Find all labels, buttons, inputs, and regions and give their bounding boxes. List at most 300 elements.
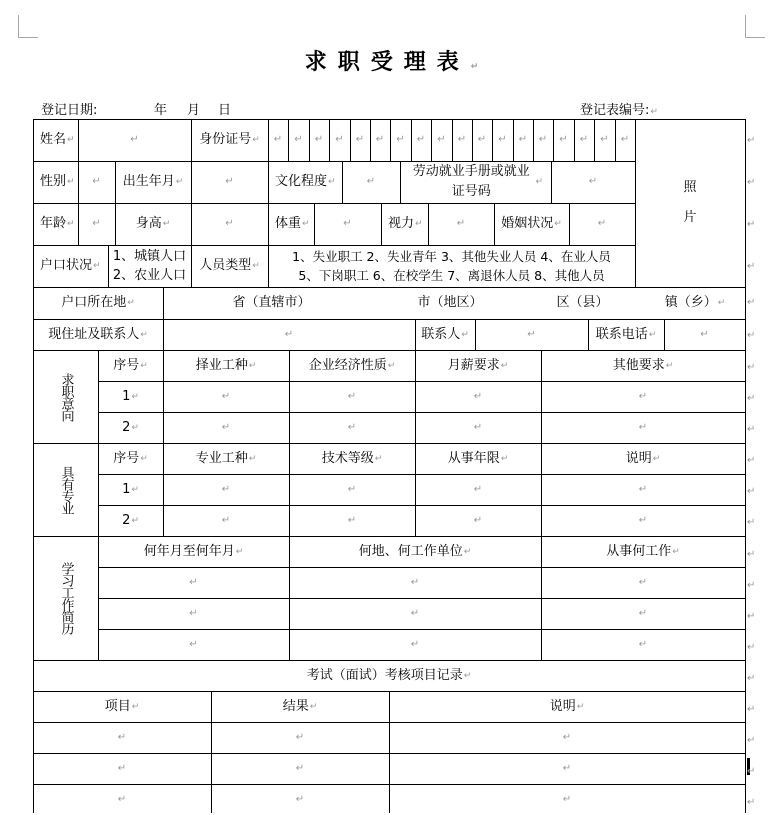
hukou-location-label-text: 户口所在地 — [61, 295, 127, 310]
job-intent-section-label — [33, 350, 98, 443]
job-intent-row-number-text: 2 — [122, 419, 131, 435]
row-end-mark-icon: ↵ — [747, 135, 756, 146]
paragraph-mark-icon: ↵ — [473, 514, 483, 526]
row-end-mark-icon: ↵ — [747, 580, 756, 591]
paragraph-mark-icon: ↵ — [131, 484, 139, 495]
marital-label — [494, 203, 569, 245]
person-type-label — [191, 245, 268, 287]
id-digit-input[interactable] — [309, 119, 329, 161]
paragraph-mark-icon: ↵ — [559, 134, 568, 145]
paragraph-mark-icon: ↵ — [189, 576, 198, 588]
resume-row-input[interactable] — [541, 598, 745, 629]
age-label — [33, 203, 78, 245]
resume-header — [541, 536, 745, 567]
row-end-mark-icon: ↵ — [747, 704, 756, 715]
skills-header-text: 从事年限 — [447, 450, 500, 466]
row-end-mark-icon: ↵ — [747, 424, 756, 435]
town-field[interactable] — [645, 287, 745, 319]
contact-phone-input[interactable] — [664, 319, 745, 350]
job-intent-row-input[interactable] — [415, 381, 541, 412]
paragraph-mark-icon: ↵ — [638, 638, 648, 650]
paragraph-mark-icon: ↵ — [463, 546, 472, 557]
paragraph-mark-icon: ↵ — [225, 218, 234, 229]
paragraph-mark-icon: ↵ — [473, 390, 483, 402]
paragraph-mark-icon: ↵ — [162, 219, 171, 229]
date-year-unit: 年 — [154, 103, 168, 118]
paragraph-mark-icon: ↵ — [335, 134, 344, 145]
paragraph-mark-icon: ↵ — [535, 177, 543, 187]
hukou-option[interactable]: 1、城镇人口 — [112, 249, 187, 264]
id-digit-input[interactable] — [553, 119, 574, 161]
paragraph-mark-icon: ↵ — [473, 483, 483, 495]
paragraph-mark-icon: ↵ — [410, 576, 420, 588]
photo-box[interactable] — [635, 119, 745, 287]
registration-date-label: 登记日期: — [41, 103, 98, 118]
paragraph-mark-icon: ↵ — [284, 328, 294, 340]
gender-label — [33, 161, 78, 203]
skills-row-input[interactable] — [289, 474, 415, 505]
paragraph-mark-icon: ↵ — [437, 134, 446, 145]
row-end-mark-icon: ↵ — [747, 393, 756, 404]
exam-record-header — [211, 691, 389, 722]
skills-row-input[interactable] — [289, 505, 415, 536]
document-title: 求职受理表↵ — [304, 50, 479, 75]
paragraph-mark-icon: ↵ — [221, 390, 231, 402]
exam-record-row-input[interactable] — [33, 784, 211, 815]
id-digit-input[interactable] — [288, 119, 309, 161]
job-intent-header — [415, 350, 541, 381]
paragraph-mark-icon: ↵ — [273, 134, 283, 145]
exam-record-row-input[interactable] — [211, 753, 389, 784]
page-corner-top-left-h — [18, 37, 38, 38]
person-type-options[interactable] — [268, 245, 635, 287]
paragraph-mark-icon: ↵ — [252, 261, 260, 271]
exam-record-title — [33, 660, 745, 691]
id-digit-input[interactable] — [390, 119, 411, 161]
paragraph-mark-icon: ↵ — [355, 134, 365, 145]
paragraph-mark-icon: ↵ — [562, 731, 572, 743]
resume-row-input[interactable] — [541, 629, 745, 660]
skills-row-number-text: 1 — [122, 481, 131, 497]
vision-label-text: 视力 — [388, 216, 415, 231]
person-type-option-line[interactable]: 5、下岗职工 6、在校学生 7、离退休人员 8、其他人员 — [298, 268, 605, 283]
paragraph-mark-icon: ↵ — [248, 453, 257, 464]
weight-label — [268, 203, 314, 245]
paragraph-mark-icon: ↵ — [498, 134, 507, 145]
province-field[interactable] — [163, 287, 380, 319]
employment-cert-input[interactable] — [551, 161, 635, 203]
skills-row-input[interactable] — [541, 474, 745, 505]
row-end-mark-icon: ↵ — [747, 797, 756, 808]
job-intent-header-text: 择业工种 — [195, 357, 248, 373]
paragraph-mark-icon: ↵ — [328, 177, 336, 187]
id-number-label-text: 身份证号 — [199, 132, 252, 147]
row-end-mark-icon: ↵ — [747, 766, 756, 777]
paragraph-mark-icon: ↵ — [518, 134, 528, 145]
resume-header-text: 何年月至何年月 — [143, 543, 235, 559]
id-digit-input[interactable] — [594, 119, 615, 161]
id-digit-input[interactable] — [452, 119, 472, 161]
skills-row-input[interactable] — [163, 474, 289, 505]
resume-row-input[interactable] — [541, 567, 745, 598]
paragraph-mark-icon: ↵ — [366, 176, 376, 187]
job-intent-header — [163, 350, 289, 381]
exam-record-row-input[interactable] — [211, 722, 389, 753]
city-field[interactable] — [380, 287, 520, 319]
resume-row-input[interactable] — [98, 567, 289, 598]
paragraph-mark-icon: ↵ — [67, 219, 75, 229]
paragraph-mark-icon: ↵ — [665, 360, 674, 371]
paragraph-mark-icon: ↵ — [600, 134, 609, 145]
paragraph-mark-icon: ↵ — [638, 576, 648, 588]
paragraph-mark-icon: ↵ — [343, 218, 352, 229]
marital-label-text: 婚姻状况 — [501, 216, 554, 231]
paragraph-mark-icon: ↵ — [302, 219, 310, 229]
education-input[interactable] — [342, 161, 400, 203]
current-address-input[interactable] — [163, 319, 415, 350]
paragraph-mark-icon: ↵ — [117, 731, 127, 743]
row-end-mark-icon: ↵ — [747, 517, 756, 528]
job-intent-row-input[interactable] — [289, 412, 415, 443]
paragraph-mark-icon: ↵ — [295, 793, 305, 805]
paragraph-mark-icon: ↵ — [456, 218, 466, 229]
birth-label-text: 出生年月 — [122, 174, 175, 189]
name-label — [33, 119, 78, 161]
paragraph-mark-icon: ↵ — [221, 421, 231, 433]
resume-header-text: 何地、何工作单位 — [358, 543, 463, 559]
skills-header-text: 说明 — [625, 450, 652, 466]
paragraph-mark-icon: ↵ — [672, 546, 680, 557]
skills-row-input[interactable] — [415, 505, 541, 536]
name-label-text: 姓名 — [40, 132, 67, 147]
job-intent-row-input[interactable] — [541, 381, 745, 412]
page-corner-top-right-h — [745, 37, 765, 38]
job-intent-row-number — [98, 412, 163, 443]
exam-record-title-text: 考试（面试）考核项目记录 — [306, 667, 463, 683]
skills-header — [163, 443, 289, 474]
paragraph-mark-icon: ↵ — [500, 453, 509, 464]
exam-record-row-input[interactable] — [389, 753, 745, 784]
row-end-mark-icon: ↵ — [747, 486, 756, 497]
paragraph-mark-icon: ↵ — [638, 483, 648, 495]
province-field-text: 省（直辖市） — [232, 295, 311, 310]
skills-row-number — [98, 474, 163, 505]
paragraph-mark-icon: ↵ — [248, 360, 257, 371]
exam-record-row-input[interactable] — [389, 784, 745, 815]
paragraph-mark-icon: ↵ — [130, 134, 139, 145]
paragraph-mark-icon: ↵ — [576, 701, 585, 712]
row-end-mark-icon: ↵ — [747, 177, 756, 188]
resume-row-input[interactable] — [289, 567, 541, 598]
birth-input[interactable] — [191, 161, 268, 203]
id-digit-input[interactable] — [574, 119, 594, 161]
id-digit-input[interactable] — [492, 119, 513, 161]
weight-label-text: 体重 — [275, 216, 302, 231]
id-digit-input[interactable] — [513, 119, 533, 161]
row-end-mark-icon: ↵ — [747, 330, 756, 341]
resume-row-input[interactable] — [98, 598, 289, 629]
paragraph-mark-icon: ↵ — [410, 607, 420, 619]
skills-header — [541, 443, 745, 474]
district-field[interactable] — [520, 287, 645, 319]
paragraph-mark-icon: ↵ — [347, 390, 357, 402]
id-digit-input[interactable] — [268, 119, 288, 161]
education-label-text: 文化程度 — [275, 174, 328, 189]
paragraph-mark-icon: ↵ — [374, 453, 383, 464]
paragraph-mark-icon: ↵ — [252, 135, 260, 145]
height-label — [115, 203, 191, 245]
paragraph-mark-icon: ↵ — [638, 607, 648, 619]
exam-record-row-input[interactable] — [33, 753, 211, 784]
paragraph-mark-icon: ↵ — [415, 219, 423, 229]
skills-header-text: 专业工种 — [195, 450, 248, 466]
exam-record-header-text: 项目 — [104, 698, 131, 714]
height-input[interactable] — [191, 203, 268, 245]
row-end-mark-icon: ↵ — [747, 549, 756, 560]
contact-phone-label-text: 联系电话 — [595, 326, 648, 342]
resume-header-text: 从事何工作 — [606, 543, 672, 559]
paragraph-mark-icon: ↵ — [127, 298, 135, 308]
photo-label: 片 — [683, 210, 697, 225]
id-digit-input[interactable] — [533, 119, 553, 161]
paragraph-mark-icon: ↵ — [638, 514, 648, 526]
id-digit-input[interactable] — [329, 119, 350, 161]
id-digit-input[interactable] — [615, 119, 635, 161]
resume-header — [289, 536, 541, 567]
paragraph-mark-icon: ↵ — [463, 670, 472, 681]
paragraph-mark-icon: ↵ — [588, 176, 598, 187]
paragraph-mark-icon: ↵ — [189, 607, 198, 619]
id-digit-input[interactable] — [350, 119, 370, 161]
paragraph-mark-icon: ↵ — [140, 453, 148, 464]
skills-row-input[interactable] — [163, 505, 289, 536]
name-input[interactable] — [78, 119, 191, 161]
paragraph-mark-icon: ↵ — [225, 176, 234, 187]
paragraph-mark-icon: ↵ — [189, 638, 198, 650]
page-corner-top-right — [745, 15, 746, 37]
skills-header — [415, 443, 541, 474]
row-end-mark-icon: ↵ — [747, 642, 756, 653]
row-end-mark-icon: ↵ — [747, 611, 756, 622]
skills-row-number — [98, 505, 163, 536]
row-end-mark-icon: ↵ — [747, 219, 756, 230]
paragraph-mark-icon: ↵ — [221, 514, 231, 526]
town-field-text: 镇（乡） — [664, 295, 717, 310]
hukou-options[interactable] — [108, 245, 191, 287]
exam-record-header — [389, 691, 745, 722]
contact-phone-label — [588, 319, 664, 350]
paragraph-mark-icon: ↵ — [175, 177, 184, 187]
paragraph-mark-icon: ↵ — [131, 701, 140, 712]
row-end-mark-icon: ↵ — [747, 673, 756, 684]
paragraph-mark-icon: ↵ — [538, 134, 548, 145]
paragraph-mark-icon: ↵ — [700, 328, 709, 340]
paragraph-mark-icon: ↵ — [562, 793, 572, 805]
paragraph-mark-icon: ↵ — [527, 328, 536, 340]
paragraph-mark-icon: ↵ — [579, 134, 589, 145]
id-number-label — [191, 119, 268, 161]
hukou-option[interactable]: 2、农业人口 — [112, 268, 187, 283]
paragraph-mark-icon: ↵ — [294, 134, 303, 145]
paragraph-mark-icon: ↵ — [387, 360, 396, 371]
resume-section-text: 学习工作简历 — [58, 562, 74, 634]
city-field-text: 市（地区） — [417, 295, 483, 310]
exam-record-header — [33, 691, 211, 722]
paragraph-mark-icon: ↵ — [309, 701, 318, 712]
skills-header — [289, 443, 415, 474]
row-end-mark-icon: ↵ — [747, 297, 756, 308]
current-address-label-text: 现住址及联系人 — [48, 326, 140, 342]
resume-row-input[interactable] — [289, 629, 541, 660]
id-digit-input[interactable] — [370, 119, 390, 161]
job-intent-header-text: 其他要求 — [612, 357, 665, 373]
exam-record-row-input[interactable] — [389, 722, 745, 753]
skills-header-text: 技术等级 — [321, 450, 374, 466]
paragraph-mark-icon: ↵ — [117, 793, 127, 805]
weight-input[interactable] — [314, 203, 381, 245]
vision-input[interactable] — [428, 203, 494, 245]
contact-person-label — [415, 319, 475, 350]
paragraph-mark-icon: ↵ — [473, 421, 483, 433]
paragraph-mark-icon: ↵ — [500, 360, 509, 371]
current-address-label — [33, 319, 163, 350]
paragraph-mark-icon: ↵ — [117, 762, 127, 774]
job-intent-section-text: 求职意向 — [58, 372, 74, 421]
age-label-text: 年龄 — [40, 216, 67, 231]
job-intent-header-text: 序号 — [113, 357, 140, 373]
paragraph-mark-icon: ↵ — [461, 329, 469, 340]
person-type-option-line[interactable]: 1、失业职工 2、失业青年 3、其他失业人员 4、在业人员 — [292, 249, 611, 264]
row-end-mark-icon: ↵ — [747, 362, 756, 373]
row-end-mark-icon: ↵ — [747, 261, 756, 272]
person-type-label-text: 人员类型 — [199, 258, 252, 273]
form-number-label: 登记表编号:↵ — [580, 103, 658, 118]
job-intent-header — [541, 350, 745, 381]
paragraph-mark-icon: ↵ — [347, 483, 357, 495]
id-digit-input[interactable] — [411, 119, 431, 161]
hukou-location-label — [33, 287, 163, 319]
job-intent-row-input[interactable] — [163, 412, 289, 443]
contact-person-input[interactable] — [475, 319, 588, 350]
paragraph-mark-icon: ↵ — [620, 134, 630, 145]
page-corner-top-left — [18, 15, 19, 37]
paragraph-mark-icon: ↵ — [131, 391, 139, 402]
job-intent-header-text: 企业经济性质 — [308, 357, 387, 373]
job-intent-header-text: 月薪要求 — [447, 357, 500, 373]
job-intent-row-input[interactable] — [289, 381, 415, 412]
paragraph-mark-icon: ↵ — [477, 134, 487, 145]
paragraph-mark-icon: ↵ — [554, 219, 562, 229]
paragraph-mark-icon: ↵ — [93, 261, 101, 271]
row-end-mark-icon: ↵ — [747, 735, 756, 746]
birth-label — [115, 161, 191, 203]
job-intent-header — [289, 350, 415, 381]
paragraph-mark-icon: ↵ — [140, 329, 148, 340]
exam-record-header-text: 结果 — [282, 698, 309, 714]
age-input[interactable] — [78, 203, 115, 245]
id-digit-input[interactable] — [472, 119, 492, 161]
paragraph-mark-icon: ↵ — [92, 176, 101, 187]
hukou-status-label — [33, 245, 108, 287]
skills-section-label — [33, 443, 98, 536]
paragraph-mark-icon: ↵ — [295, 731, 305, 743]
exam-record-header-text: 说明 — [549, 698, 576, 714]
hukou-status-label-text: 户口状况 — [40, 258, 93, 273]
height-label-text: 身高 — [135, 216, 162, 231]
paragraph-mark-icon: ↵ — [221, 483, 231, 495]
resume-header — [98, 536, 289, 567]
paragraph-mark-icon: ↵ — [131, 422, 139, 433]
paragraph-mark-icon: ↵ — [347, 514, 357, 526]
photo-label: 照 — [683, 180, 697, 195]
vision-label — [381, 203, 428, 245]
paragraph-mark-icon: ↵ — [67, 135, 75, 145]
employment-cert-label — [400, 161, 551, 203]
paragraph-mark-icon: ↵ — [314, 134, 324, 145]
paragraph-mark-icon: ↵ — [457, 134, 467, 145]
date-month-unit: 月 — [187, 103, 201, 118]
skills-section-text: 具有专业 — [58, 465, 74, 514]
employment-cert-label-text: 劳动就业手册或就业证号码 — [412, 164, 530, 199]
paragraph-mark-icon: ↵ — [638, 390, 648, 402]
paragraph-mark-icon: ↵ — [140, 360, 148, 371]
paragraph-mark-icon: ↵ — [295, 762, 305, 774]
paragraph-mark-icon: ↵ — [416, 134, 426, 145]
skills-header — [98, 443, 163, 474]
paragraph-mark-icon: ↵ — [410, 638, 420, 650]
row-end-mark-icon: ↵ — [747, 455, 756, 466]
skills-header-text: 序号 — [113, 450, 140, 466]
paragraph-mark-icon: ↵ — [652, 453, 661, 464]
paragraph-mark-icon: ↵ — [67, 177, 75, 187]
paragraph-mark-icon: ↵ — [648, 329, 657, 340]
education-label — [268, 161, 342, 203]
paragraph-mark-icon: ↵ — [235, 546, 244, 557]
job-intent-row-input[interactable] — [415, 412, 541, 443]
paragraph-mark-icon: ↵ — [562, 762, 572, 774]
paragraph-mark-icon: ↵ — [347, 421, 357, 433]
paragraph-mark-icon: ↵ — [638, 421, 648, 433]
paragraph-mark-icon: ↵ — [597, 218, 607, 229]
resume-row-input[interactable] — [289, 598, 541, 629]
job-intent-row-number-text: 1 — [122, 388, 131, 404]
resume-section-label — [33, 536, 98, 660]
paragraph-mark-icon: ↵ — [131, 515, 139, 526]
job-intent-row-input[interactable] — [163, 381, 289, 412]
paragraph-mark-icon: ↵ — [92, 218, 101, 229]
resume-row-input[interactable] — [98, 629, 289, 660]
date-day-unit: 日 — [218, 103, 232, 118]
table-right-border — [745, 119, 746, 813]
gender-label-text: 性别 — [40, 174, 67, 189]
skills-row-number-text: 2 — [122, 512, 131, 528]
marital-input[interactable] — [569, 203, 635, 245]
job-intent-row-input[interactable] — [541, 412, 745, 443]
id-digit-input[interactable] — [431, 119, 452, 161]
contact-person-label-text: 联系人 — [421, 326, 461, 342]
exam-record-row-input[interactable] — [211, 784, 389, 815]
paragraph-mark-icon: ↵ — [375, 134, 385, 145]
gender-input[interactable] — [78, 161, 115, 203]
district-field-text: 区（县） — [556, 295, 609, 310]
skills-row-input[interactable] — [541, 505, 745, 536]
skills-row-input[interactable] — [415, 474, 541, 505]
job-intent-row-number — [98, 381, 163, 412]
job-intent-header — [98, 350, 163, 381]
paragraph-mark-icon: ↵ — [717, 298, 726, 308]
exam-record-row-input[interactable] — [33, 722, 211, 753]
paragraph-mark-icon: ↵ — [396, 134, 405, 145]
